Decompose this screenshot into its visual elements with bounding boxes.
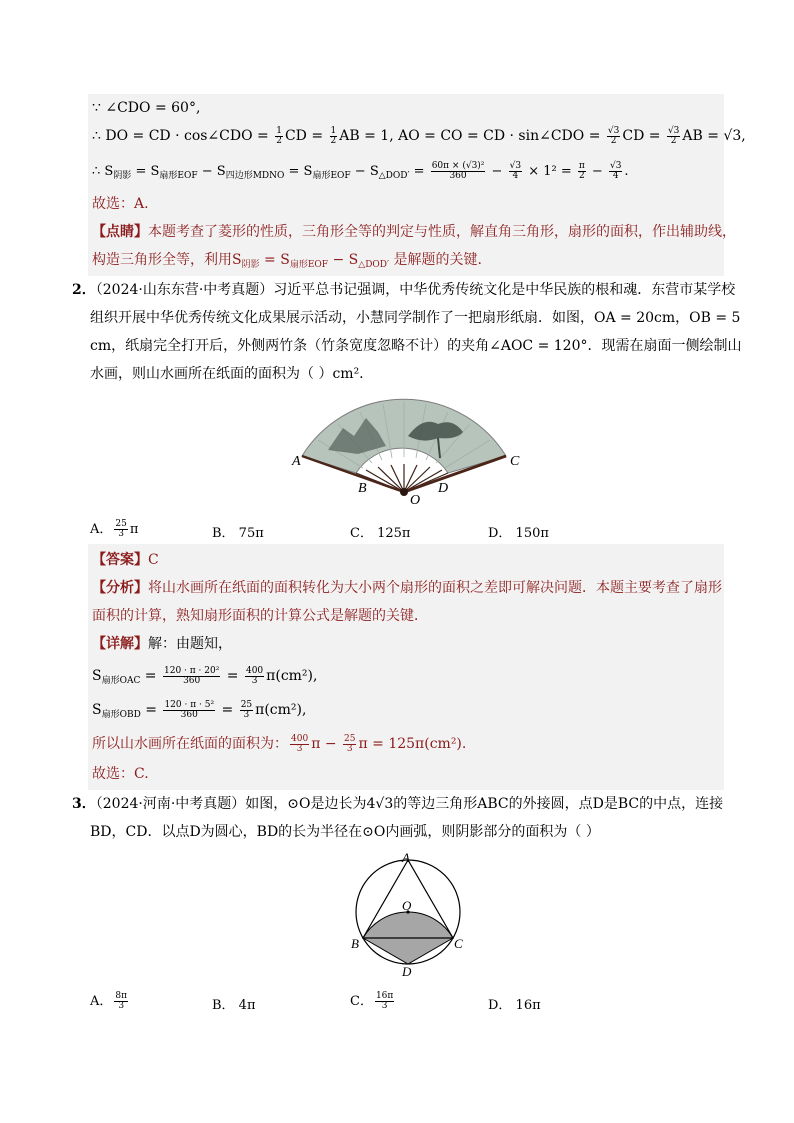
text: − <box>587 164 607 179</box>
text: BD，CD．以点D为圆心，BD的长为半径在⊙O内画弧，则阴影部分的面积为（ ） <box>90 824 600 840</box>
q3-option-d[interactable] <box>488 994 541 1013</box>
question-source: （2024·河南·中考真题） <box>95 796 246 812</box>
subscript: 扇形EOF <box>289 260 329 270</box>
fraction <box>245 667 264 686</box>
text: S <box>92 702 102 718</box>
subscript: 阴影 <box>113 171 132 181</box>
text: CD = <box>284 128 328 144</box>
denominator: 3 <box>381 1001 388 1011</box>
text: π <box>129 522 139 537</box>
sol2-answer-final <box>92 764 149 784</box>
q3-line2 <box>90 822 600 842</box>
denominator: 3 <box>243 709 250 720</box>
q3-line1 <box>72 794 723 814</box>
question-number: 2． <box>72 282 96 298</box>
label-B: B <box>358 481 367 496</box>
detail-tag: 【详解】 <box>92 636 148 652</box>
denominator: 4 <box>612 171 619 181</box>
q2-line2 <box>90 308 740 328</box>
q2-line4 <box>90 364 364 384</box>
text: 故选：A. <box>92 196 149 212</box>
text: D． 16π <box>488 998 541 1013</box>
text: 解：由题知， <box>148 636 232 652</box>
sol1-line2 <box>92 126 746 146</box>
numerator: √3 <box>667 125 680 136</box>
text: D． 150π <box>488 526 549 541</box>
text: = S <box>284 164 313 179</box>
numerator: 25 <box>115 519 127 529</box>
numerator: 400 <box>291 733 309 744</box>
text: C <box>148 552 159 568</box>
text: B． 4π <box>212 998 256 1013</box>
numerator: √3 <box>607 125 620 136</box>
sol1-line1 <box>92 98 200 118</box>
text: B． 75π <box>212 526 264 541</box>
denominator: 360 <box>183 675 201 686</box>
text: 所以山水画所在纸面的面积为： <box>92 736 288 752</box>
text: C． 125π <box>350 526 411 541</box>
numerator: π <box>578 161 585 171</box>
fraction <box>609 162 622 181</box>
text: cm，纸扇完全打开后，外侧两竹条（竹条宽度忽略不计）的夹角∠AOC = 120°．现需在扇面一侧绘制山 <box>90 338 742 354</box>
label-O: O <box>410 493 421 508</box>
circle-triangle-figure <box>346 848 470 980</box>
text: 习近平总书记强调，中华优秀传统文化是中华民族的根和魂．东营市某学校 <box>273 282 736 298</box>
label-O: O <box>402 898 412 913</box>
numerator: 16π <box>375 991 394 1001</box>
sol2-s1 <box>92 666 317 691</box>
fraction <box>290 735 309 754</box>
question-number: 3． <box>72 796 96 812</box>
denominator: 360 <box>449 171 467 181</box>
text: 水画，则山水画所在纸面的面积为（ ）cm². <box>90 366 364 382</box>
text: π = 125π(cm²). <box>358 736 467 752</box>
numerator: 120 · π · 20² <box>164 665 220 676</box>
label-D: D <box>438 481 449 496</box>
sol2-analysis-line1 <box>92 578 722 598</box>
denominator: 2 <box>276 135 282 146</box>
label-C: C <box>454 936 463 951</box>
text: 面积的计算，熟知扇形面积的计算公式是解题的关键． <box>92 608 428 624</box>
fraction <box>114 992 128 1011</box>
subscript: △DOD′ <box>358 260 390 270</box>
sol1-comment-line2 <box>92 250 482 275</box>
option-letter: C． <box>350 994 373 1009</box>
numerator: √3 <box>509 161 522 171</box>
numerator: 120 · π · 5² <box>164 699 215 710</box>
subscript: 扇形EOF <box>159 171 198 181</box>
option-letter: A． <box>90 994 113 1009</box>
label-A: A <box>402 850 410 865</box>
q2-line3 <box>90 336 742 356</box>
q2-option-a[interactable] <box>90 518 138 539</box>
analysis-tag: 【分析】 <box>92 580 148 596</box>
denominator: 4 <box>512 171 519 181</box>
fraction <box>431 162 486 181</box>
q3-option-c[interactable] <box>350 990 396 1011</box>
numerator: √3 <box>609 161 622 171</box>
answer-tag: 【答案】 <box>92 552 148 568</box>
label-C: C <box>510 454 520 469</box>
text: ∴ DO = CD · cos∠CDO = <box>92 128 274 144</box>
text: = <box>217 702 238 718</box>
option-letter: A． <box>90 522 113 537</box>
text: AB = √3, <box>682 128 746 144</box>
folding-fan-figure <box>288 388 524 508</box>
label-D: D <box>402 964 412 979</box>
text: ∵ ∠CDO = 60°, <box>92 100 201 116</box>
subscript: 扇形EOF <box>312 171 351 181</box>
q2-option-d[interactable] <box>488 522 549 541</box>
numerator: 1 <box>276 125 282 136</box>
text: π − <box>311 736 342 752</box>
denominator: 2 <box>670 135 677 146</box>
text: × 1² = <box>524 164 576 179</box>
numerator: 400 <box>245 665 264 676</box>
sol2-analysis-line2 <box>92 606 428 626</box>
text: S <box>92 668 102 684</box>
fraction <box>330 127 338 146</box>
sol2-s2 <box>92 700 306 725</box>
denominator: 2 <box>578 171 585 181</box>
text: CD = <box>622 128 665 144</box>
fraction <box>578 162 586 181</box>
subscript: 扇形OBD <box>101 710 141 720</box>
denominator: 3 <box>118 1001 125 1011</box>
subscript: △DOD′ <box>378 171 410 181</box>
label-A: A <box>292 454 301 469</box>
text: − <box>487 164 507 179</box>
sol2-conclusion <box>92 734 466 754</box>
question-source: （2024·山东东营·中考真题） <box>95 282 274 298</box>
text: = S <box>259 252 290 268</box>
q2-line1 <box>72 280 735 300</box>
fan-pivot <box>400 488 408 496</box>
denominator: 3 <box>251 675 258 686</box>
denominator: 3 <box>346 743 353 754</box>
numerator: 60π × (√3)² <box>431 161 485 171</box>
text: 组织开展中华优秀传统文化成果展示活动，小慧同学制作了一把扇形纸扇．如图，OA = 20cm，OB = 5 <box>90 310 741 326</box>
text: 本题考查了菱形的性质，三角形全等的判定与性质，解直角三角形，扇形的面积，作出辅助线， <box>148 224 736 240</box>
text: = <box>140 702 162 718</box>
text: ∴ S <box>92 164 114 179</box>
text: 故选：C. <box>92 766 149 782</box>
text: AB = 1, AO = CO = CD · sin∠CDO = <box>339 128 605 144</box>
sol1-answer <box>92 194 149 214</box>
sol1-line3 <box>92 162 629 186</box>
denominator: 3 <box>296 743 303 754</box>
fraction <box>163 701 215 720</box>
sol2-answer <box>92 550 159 570</box>
numerator: 8π <box>115 991 128 1001</box>
text: 构造三角形全等，利用S <box>92 252 242 268</box>
text: = <box>222 668 243 684</box>
fraction <box>275 127 283 146</box>
fraction <box>343 735 356 754</box>
sol1-comment-line1 <box>92 222 736 242</box>
text: π(cm²), <box>255 702 307 718</box>
denominator: 2 <box>610 135 617 146</box>
text: − S <box>350 164 379 179</box>
q2-option-c[interactable] <box>350 522 410 541</box>
text: π(cm²), <box>266 668 318 684</box>
subscript: 扇形OAC <box>101 676 141 686</box>
q3-option-b[interactable] <box>212 994 256 1013</box>
fraction <box>114 520 127 539</box>
text: − S <box>197 164 226 179</box>
text: = <box>409 164 429 179</box>
subscript: 阴影 <box>241 260 260 270</box>
fraction <box>607 127 620 146</box>
text: 将山水画所在纸面的面积转化为大小两个扇形的面积之差即可解决问题．本题主要考查了扇形 <box>148 580 722 596</box>
numerator: 1 <box>330 125 337 136</box>
denominator: 360 <box>180 709 198 720</box>
text: = <box>140 668 161 684</box>
q2-option-b[interactable] <box>212 522 264 541</box>
fraction <box>240 701 253 720</box>
fan-bamboo-ribs <box>356 464 448 492</box>
denominator: 3 <box>118 529 124 539</box>
fraction <box>509 162 522 181</box>
subscript: 四边形MDNO <box>225 171 285 181</box>
fraction <box>375 992 394 1011</box>
comment-tag: 【点睛】 <box>92 224 148 240</box>
sol2-detail <box>92 634 232 654</box>
text: − S <box>328 252 359 268</box>
q3-option-a[interactable] <box>90 990 130 1011</box>
text: . <box>624 164 629 179</box>
fraction <box>667 127 680 146</box>
text: = S <box>131 164 160 179</box>
numerator: 25 <box>344 733 356 744</box>
text: 如图，⊙O是边长为4√3的等边三角形ABC的外接圆，点D是BC的中点，连接 <box>245 796 724 812</box>
denominator: 2 <box>330 135 337 146</box>
numerator: 25 <box>240 699 253 710</box>
fraction <box>163 667 220 686</box>
label-B: B <box>351 936 359 951</box>
text: 是解题的关键. <box>389 252 482 268</box>
